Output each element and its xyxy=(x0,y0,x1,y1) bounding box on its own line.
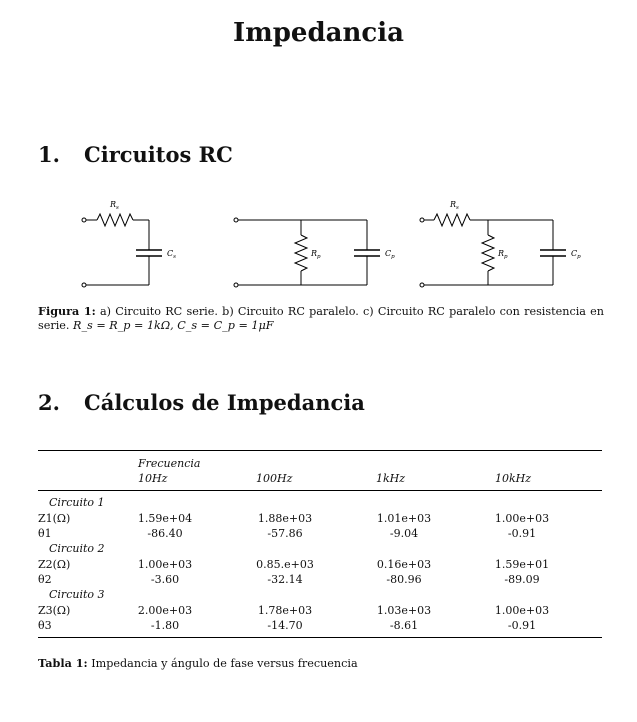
row-name-z3: Z3(Ω) xyxy=(38,604,71,617)
cell: 1.00e+03 xyxy=(137,558,193,571)
table-bottom-rule xyxy=(38,637,602,638)
row-name-theta3: θ3 xyxy=(38,619,52,632)
section-2-title: Cálculos de Impedancia xyxy=(84,390,365,415)
freq-header-4: 10kHz xyxy=(495,472,532,485)
svg-text:Cp xyxy=(385,249,395,260)
section-1-heading xyxy=(38,142,233,167)
rs-label-a: R xyxy=(110,200,117,209)
cp-sub-b: p xyxy=(391,254,395,260)
svg-text:Rs xyxy=(449,200,459,211)
svg-text:Rp xyxy=(310,249,321,260)
row-name-z1: Z1(Ω) xyxy=(38,512,71,525)
svg-text:Cs xyxy=(167,249,176,260)
section-2-number: 2. xyxy=(38,390,60,415)
svg-text:Rp xyxy=(497,249,508,260)
svg-text:Cp xyxy=(571,249,581,260)
cell: 1.78e+03 xyxy=(257,604,313,617)
group-label-2: Circuito 2 xyxy=(49,542,105,555)
cs-sub-a: s xyxy=(173,254,176,260)
table-top-rule xyxy=(38,450,602,451)
cell: 1.59e+04 xyxy=(137,512,193,525)
row-name-theta2: θ2 xyxy=(38,573,52,586)
section-1-title: Circuitos RC xyxy=(84,142,233,167)
cell: -80.96 xyxy=(386,573,422,586)
cell: -8.61 xyxy=(389,619,419,632)
cp-label-b: C xyxy=(385,249,392,258)
cell: -3.60 xyxy=(150,573,180,586)
cp-label-c: C xyxy=(571,249,578,258)
cell: -86.40 xyxy=(147,527,183,540)
rp-sub-c: p xyxy=(504,254,508,260)
cell: -0.91 xyxy=(507,527,537,540)
group-label-1: Circuito 1 xyxy=(49,496,105,509)
group-label-3: Circuito 3 xyxy=(49,588,105,601)
freq-header-2: 100Hz xyxy=(256,472,293,485)
cell: 1.88e+03 xyxy=(257,512,313,525)
cell: 1.00e+03 xyxy=(494,512,550,525)
figure-caption-label: Figura 1: xyxy=(38,304,96,318)
cp-sub-c: p xyxy=(577,254,581,260)
cell: -14.70 xyxy=(267,619,303,632)
section-2-heading xyxy=(38,390,365,415)
rp-label-b: R xyxy=(311,249,318,258)
freq-header-1: 10Hz xyxy=(138,472,168,485)
cs-label-a: C xyxy=(167,249,174,258)
table-caption-text: Impedancia y ángulo de fase versus frecuencia xyxy=(91,657,358,670)
rs-label-c: R xyxy=(450,200,457,209)
table-mid-rule xyxy=(38,490,602,491)
cell: -57.86 xyxy=(267,527,303,540)
figure-caption xyxy=(38,304,604,333)
table-caption xyxy=(38,656,358,670)
figure-caption-text: a) Circuito RC serie. b) Circuito RC paralelo. c) Circuito RC paralelo con resistencia en serie. xyxy=(38,305,605,332)
cell: 1.03e+03 xyxy=(376,604,432,617)
cell: 1.59e+01 xyxy=(494,558,550,571)
table-caption-label: Tabla 1: xyxy=(38,656,88,670)
cell: -89.09 xyxy=(504,573,540,586)
row-name-z2: Z2(Ω) xyxy=(38,558,71,571)
cell: 2.00e+03 xyxy=(137,604,193,617)
cell: 0.85.e+03 xyxy=(256,558,314,571)
circuit-b xyxy=(234,218,395,287)
cell: -32.14 xyxy=(267,573,303,586)
figure-caption-math: R_s = R_p = 1kΩ, C_s = C_p = 1μF xyxy=(73,319,274,332)
svg-text:Rs xyxy=(109,200,119,211)
row-name-theta1: θ1 xyxy=(38,527,52,540)
rp-sub-b: p xyxy=(317,254,321,260)
cell: -1.80 xyxy=(150,619,180,632)
rs-sub-c: s xyxy=(456,205,459,211)
cell: -0.91 xyxy=(507,619,537,632)
cell: 1.00e+03 xyxy=(494,604,550,617)
freq-header-3: 1kHz xyxy=(376,472,406,485)
section-1-number: 1. xyxy=(38,142,60,167)
cell: 0.16e+03 xyxy=(376,558,432,571)
cell: -9.04 xyxy=(389,527,419,540)
circuit-c xyxy=(420,200,581,287)
cell: 1.01e+03 xyxy=(376,512,432,525)
page-title: Impedancia xyxy=(233,18,404,48)
rs-sub-a: s xyxy=(116,205,119,211)
rc-circuits-figure xyxy=(0,190,637,300)
circuit-a xyxy=(82,200,176,287)
rp-label-c: R xyxy=(498,249,505,258)
table-group-header: Frecuencia xyxy=(138,457,201,470)
